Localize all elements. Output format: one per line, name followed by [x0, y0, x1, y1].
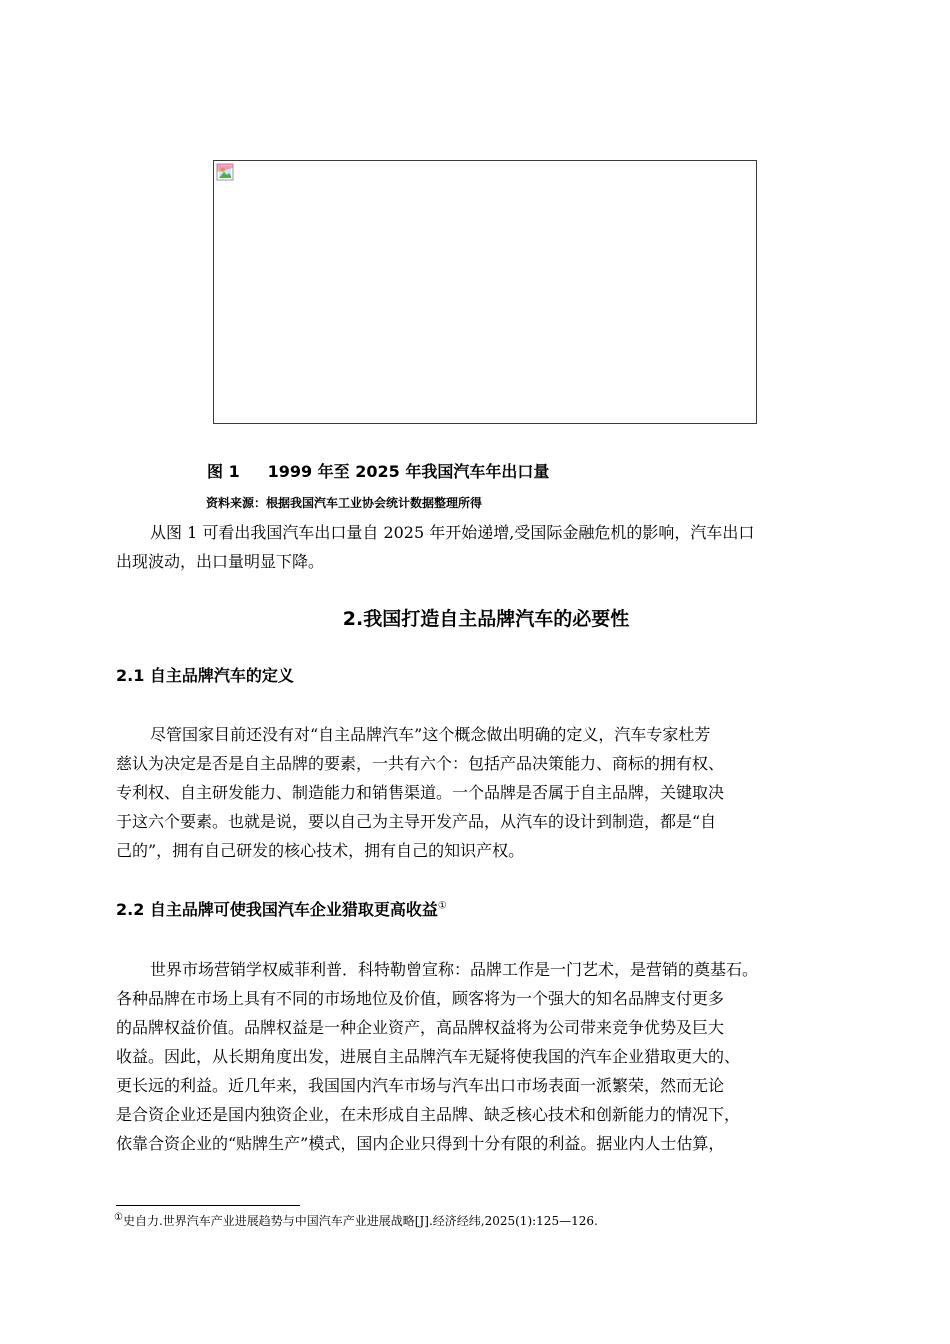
figure-caption-label: 图 1: [207, 462, 240, 481]
paragraph-line: 依靠合资企业的“贴牌生产”模式，国内企业只得到十分有限的利益。据业内人士估算，: [116, 1134, 725, 1153]
subsection-heading-text: 2.2 自主品牌可使我国汽车企业猎取更高收益: [116, 900, 438, 919]
paragraph-brand-benefits: [116, 955, 876, 1158]
paragraph-line: 出现波动，出口量明显下降。: [116, 552, 325, 571]
subsection-heading-2-2: [116, 897, 447, 923]
paragraph-figure-analysis: [116, 518, 876, 576]
figure-image-frame: [213, 160, 757, 424]
footnote-reference[interactable]: ①: [437, 900, 447, 912]
footnote: [114, 1212, 598, 1230]
paragraph-definition: [116, 720, 876, 865]
footnote-divider: [116, 1205, 300, 1206]
footnote-text: 史自力.世界汽车产业进展趋势与中国汽车产业进展战略[J].经济经纬,2025(1):125—126.: [122, 1214, 598, 1228]
paragraph-line: 更长远的利益。近几年来，我国国内汽车市场与汽车出口市场表面一派繁荣，然而无论: [116, 1076, 725, 1095]
paragraph-line: 专利权、自主研发能力、制造能力和销售渠道。一个品牌是否属于自主品牌，关键取决: [116, 783, 725, 802]
paragraph-line: 尽管国家目前还没有对“自主品牌汽车”这个概念做出明确的定义，汽车专家杜芳: [150, 725, 711, 744]
paragraph-line: 慈认为决定是否是自主品牌的要素，一共有六个：包括产品决策能力、商标的拥有权、: [116, 754, 725, 773]
paragraph-line: 收益。因此，从长期角度出发，进展自主品牌汽车无疑将使我国的汽车企业猎取更大的、: [116, 1047, 741, 1066]
subsection-heading-2-1: 2.1 自主品牌汽车的定义: [116, 666, 294, 685]
figure-caption-title: 1999 年至 2025 年我国汽车年出口量: [267, 462, 550, 481]
broken-image-icon: [216, 163, 234, 181]
figure-caption: [207, 460, 549, 484]
paragraph-line: 己的”，拥有自己研发的核心技术，拥有自己的知识产权。: [116, 841, 525, 860]
paragraph-line: 世界市场营销学权威菲利普．科特勒曾宣称：品牌工作是一门艺术，是营销的奠基石。: [150, 960, 759, 979]
paragraph-line: 各种品牌在市场上具有不同的市场地位及价值，顾客将为一个强大的知名品牌支付更多: [116, 989, 725, 1008]
figure-source-note: 资料来源：根据我国汽车工业协会统计数据整理所得: [206, 496, 483, 510]
paragraph-line: 从图 1 可看出我国汽车出口量自 2025 年开始递增,受国际金融危机的影响，汽车出口: [150, 523, 755, 542]
paragraph-line: 于这六个要素。也就是说，要以自己为主导开发产品，从汽车的设计到制造，都是“自: [116, 812, 717, 831]
section-heading: 2.我国打造自主品牌汽车的必要性: [342, 608, 630, 630]
footnote-mark: ①: [114, 1212, 123, 1223]
paragraph-line: 是合资企业还是国内独资企业，在未形成自主品牌、缺乏核心技术和创新能力的情况下，: [116, 1105, 741, 1124]
paragraph-line: 的品牌权益价值。品牌权益是一种企业资产，高品牌权益将为公司带来竞争优势及巨大: [116, 1018, 725, 1037]
